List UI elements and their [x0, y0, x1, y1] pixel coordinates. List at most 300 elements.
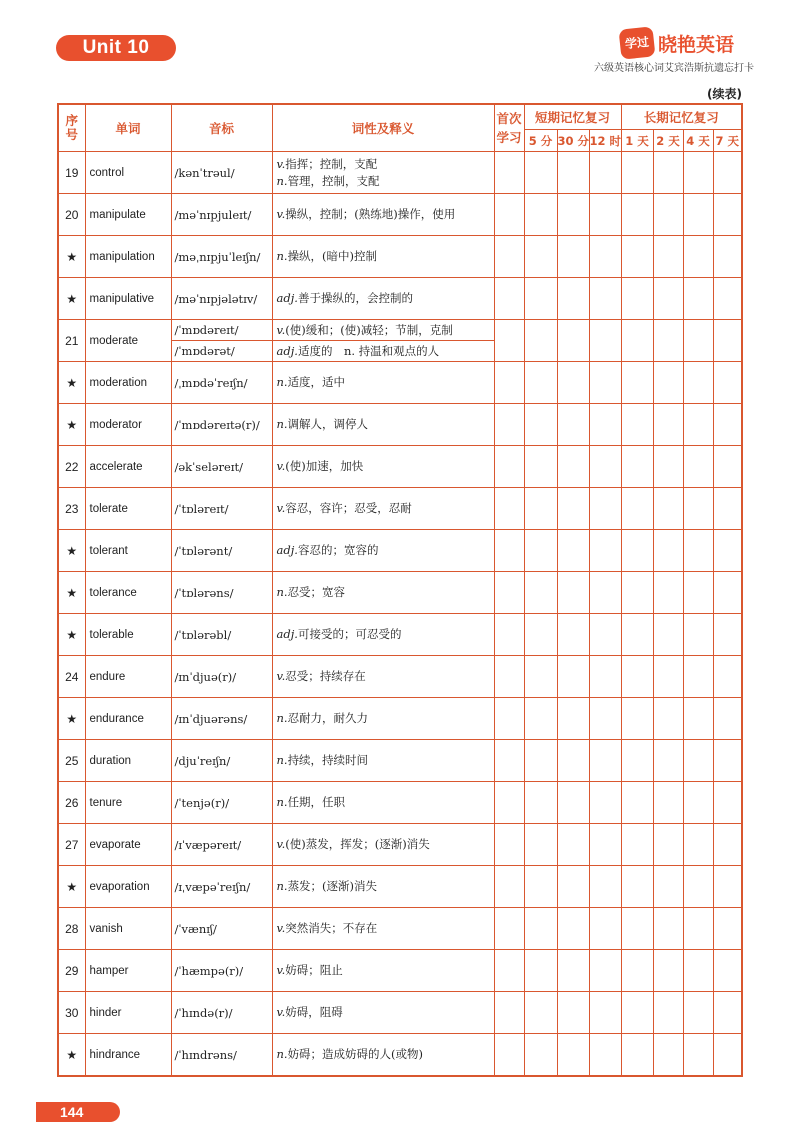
review-checkbox-cell[interactable]: [494, 194, 524, 236]
review-checkbox-cell[interactable]: [621, 740, 653, 782]
row-phonetic: /məˌnɪpjuˈleɪʃn/: [171, 236, 272, 278]
review-checkbox-cell[interactable]: [524, 320, 557, 362]
review-checkbox-cell[interactable]: [557, 446, 589, 488]
review-checkbox-cell[interactable]: [589, 236, 621, 278]
review-checkbox-cell[interactable]: [494, 992, 524, 1034]
review-checkbox-cell[interactable]: [494, 908, 524, 950]
definition-line: [277, 752, 494, 769]
brand-block: [524, 22, 754, 72]
review-checkbox-cell[interactable]: [589, 278, 621, 320]
review-checkbox-cell[interactable]: [713, 446, 742, 488]
review-checkbox-cell[interactable]: [494, 740, 524, 782]
review-checkbox-cell[interactable]: [589, 950, 621, 992]
review-checkbox-cell[interactable]: [494, 656, 524, 698]
row-word: tolerance: [85, 572, 171, 614]
definition-line: [277, 290, 494, 307]
definition-line: [277, 794, 494, 811]
sub-header-interval: 7 天: [713, 130, 742, 152]
definition-line: [277, 416, 494, 433]
review-checkbox-cell[interactable]: [683, 950, 713, 992]
review-checkbox-cell[interactable]: [621, 698, 653, 740]
review-checkbox-cell[interactable]: [524, 530, 557, 572]
row-number: ★: [58, 698, 85, 740]
unit-badge: Unit 10: [56, 35, 176, 61]
review-checkbox-cell[interactable]: [524, 278, 557, 320]
definition-meaning: 适度，适中: [287, 375, 346, 389]
review-checkbox-cell[interactable]: [557, 404, 589, 446]
row-phonetic: /ˈvænɪʃ/: [171, 908, 272, 950]
review-checkbox-cell[interactable]: [589, 404, 621, 446]
table-row: [58, 740, 742, 782]
review-checkbox-cell[interactable]: [557, 782, 589, 824]
row-definition: [272, 530, 494, 572]
review-checkbox-cell[interactable]: [589, 992, 621, 1034]
definition-meaning: 任期，任职: [287, 795, 346, 809]
row-phonetic: /ˈtɒlərəns/: [171, 572, 272, 614]
definition-line: [277, 1004, 494, 1021]
review-checkbox-cell[interactable]: [683, 236, 713, 278]
review-checkbox-cell[interactable]: [524, 740, 557, 782]
definition-line: [277, 374, 494, 391]
row-definition: [272, 782, 494, 824]
review-checkbox-cell[interactable]: [683, 656, 713, 698]
definition-pos: adj.: [276, 343, 298, 358]
review-checkbox-cell[interactable]: [494, 236, 524, 278]
definition-line: [277, 920, 494, 937]
review-checkbox-cell[interactable]: [589, 446, 621, 488]
review-checkbox-cell[interactable]: [653, 950, 683, 992]
row-definition: [272, 194, 494, 236]
row-number: ★: [58, 404, 85, 446]
definition-line: [277, 962, 494, 979]
definition-pos: v.: [276, 921, 286, 935]
review-checkbox-cell[interactable]: [589, 1034, 621, 1077]
review-checkbox-cell[interactable]: [589, 824, 621, 866]
definition-meaning: 操纵，(暗中)控制: [287, 249, 378, 263]
review-checkbox-cell[interactable]: [683, 824, 713, 866]
row-definition: [272, 992, 494, 1034]
review-checkbox-cell[interactable]: [524, 950, 557, 992]
review-checkbox-cell[interactable]: [494, 278, 524, 320]
review-checkbox-cell[interactable]: [524, 572, 557, 614]
review-checkbox-cell[interactable]: [524, 866, 557, 908]
review-checkbox-cell[interactable]: [683, 362, 713, 404]
review-checkbox-cell[interactable]: [621, 656, 653, 698]
review-checkbox-cell[interactable]: [494, 152, 524, 194]
review-checkbox-cell[interactable]: [713, 740, 742, 782]
review-checkbox-cell[interactable]: [557, 992, 589, 1034]
review-checkbox-cell[interactable]: [653, 656, 683, 698]
review-checkbox-cell[interactable]: [683, 278, 713, 320]
review-checkbox-cell[interactable]: [683, 404, 713, 446]
definition-line: [277, 248, 494, 265]
review-checkbox-cell[interactable]: [494, 950, 524, 992]
table-row: [58, 446, 742, 488]
definition-line: [277, 156, 494, 173]
row-phonetic: /ˈtɒlərəbl/: [171, 614, 272, 656]
sub-header-interval: 5 分: [524, 130, 557, 152]
row-definition: [272, 656, 494, 698]
row-number: ★: [58, 362, 85, 404]
review-checkbox-cell[interactable]: [713, 236, 742, 278]
review-checkbox-cell[interactable]: [557, 530, 589, 572]
review-checkbox-cell[interactable]: [557, 614, 589, 656]
review-checkbox-cell[interactable]: [494, 614, 524, 656]
table-row: [58, 614, 742, 656]
row-definition: [272, 572, 494, 614]
review-checkbox-cell[interactable]: [713, 152, 742, 194]
review-checkbox-cell[interactable]: [713, 1034, 742, 1077]
review-checkbox-cell[interactable]: [621, 194, 653, 236]
review-checkbox-cell[interactable]: [589, 362, 621, 404]
review-checkbox-cell[interactable]: [589, 152, 621, 194]
review-checkbox-cell[interactable]: [557, 866, 589, 908]
definition-pos: v.: [276, 322, 286, 337]
row-word: moderate: [85, 320, 171, 362]
row-definition: [272, 278, 494, 320]
review-checkbox-cell[interactable]: [621, 866, 653, 908]
table-row: [58, 404, 742, 446]
row-definition: [272, 362, 494, 404]
definition-pos: v.: [276, 459, 286, 473]
review-checkbox-cell[interactable]: [713, 908, 742, 950]
review-checkbox-cell[interactable]: [683, 698, 713, 740]
review-checkbox-cell[interactable]: [557, 656, 589, 698]
review-checkbox-cell[interactable]: [524, 152, 557, 194]
review-checkbox-cell[interactable]: [524, 194, 557, 236]
row-word: evaporate: [85, 824, 171, 866]
review-checkbox-cell[interactable]: [683, 152, 713, 194]
table-row: [58, 236, 742, 278]
definition-line: [277, 668, 494, 685]
review-checkbox-cell[interactable]: [683, 446, 713, 488]
review-checkbox-cell[interactable]: [713, 278, 742, 320]
row-number: 19: [58, 152, 85, 194]
review-checkbox-cell[interactable]: [621, 362, 653, 404]
review-checkbox-cell[interactable]: [713, 698, 742, 740]
review-checkbox-cell[interactable]: [683, 320, 713, 362]
review-checkbox-cell[interactable]: [683, 488, 713, 530]
review-checkbox-cell[interactable]: [683, 194, 713, 236]
definition-meaning: 妨碍；阻止: [285, 963, 343, 977]
header-first-study: [494, 104, 524, 152]
review-checkbox-cell[interactable]: [524, 236, 557, 278]
review-checkbox-cell[interactable]: [621, 446, 653, 488]
review-checkbox-cell[interactable]: [557, 698, 589, 740]
row-number: ★: [58, 866, 85, 908]
review-checkbox-cell[interactable]: [621, 992, 653, 1034]
table-row: [58, 488, 742, 530]
row-phonetic: /ˈtɒlərənt/: [171, 530, 272, 572]
review-checkbox-cell[interactable]: [589, 782, 621, 824]
review-checkbox-cell[interactable]: [524, 446, 557, 488]
row-number: 21: [58, 320, 85, 362]
row-phonetic: /ɪnˈdjuərəns/: [171, 698, 272, 740]
definition-meaning: 操纵，控制；(熟练地)操作，使用: [285, 207, 456, 221]
definition-pos: v.: [276, 963, 286, 977]
row-number: 28: [58, 908, 85, 950]
review-checkbox-cell[interactable]: [653, 446, 683, 488]
row-definition: [272, 152, 494, 194]
review-checkbox-cell[interactable]: [713, 950, 742, 992]
row-phonetic: /əkˈseləreɪt/: [171, 446, 272, 488]
row-word: moderation: [85, 362, 171, 404]
definition-meaning: 突然消失；不存在: [285, 921, 378, 935]
review-checkbox-cell[interactable]: [557, 362, 589, 404]
header-phonetic: 音标: [171, 104, 272, 152]
review-checkbox-cell[interactable]: [653, 698, 683, 740]
review-checkbox-cell[interactable]: [494, 1034, 524, 1077]
review-checkbox-cell[interactable]: [524, 824, 557, 866]
review-checkbox-cell[interactable]: [494, 572, 524, 614]
row-word: accelerate: [85, 446, 171, 488]
review-checkbox-cell[interactable]: [621, 782, 653, 824]
review-checkbox-cell[interactable]: [524, 404, 557, 446]
row-word: manipulative: [85, 278, 171, 320]
review-checkbox-cell[interactable]: [653, 404, 683, 446]
review-checkbox-cell[interactable]: [524, 992, 557, 1034]
review-checkbox-cell[interactable]: [589, 866, 621, 908]
row-number: ★: [58, 614, 85, 656]
review-checkbox-cell[interactable]: [524, 614, 557, 656]
definition-line: [277, 1046, 494, 1063]
definition-line: [277, 173, 494, 190]
row-number: ★: [58, 236, 85, 278]
row-definition: [272, 1034, 494, 1077]
definition-pos: v.: [276, 207, 286, 221]
review-checkbox-cell[interactable]: [621, 530, 653, 572]
review-checkbox-cell[interactable]: [683, 1034, 713, 1077]
review-checkbox-cell[interactable]: [557, 152, 589, 194]
row-word: manipulation: [85, 236, 171, 278]
review-checkbox-cell[interactable]: [494, 530, 524, 572]
definition-pos: n.: [276, 753, 288, 767]
review-checkbox-cell[interactable]: [621, 320, 653, 362]
review-checkbox-cell[interactable]: [713, 572, 742, 614]
review-checkbox-cell[interactable]: [621, 950, 653, 992]
review-checkbox-cell[interactable]: [494, 488, 524, 530]
row-number: 23: [58, 488, 85, 530]
row-phonetic: /ɪˌvæpəˈreɪʃn/: [171, 866, 272, 908]
review-checkbox-cell[interactable]: [621, 404, 653, 446]
review-checkbox-cell[interactable]: [683, 530, 713, 572]
definition-meaning: 蒸发；(逐渐)消失: [287, 879, 378, 893]
review-checkbox-cell[interactable]: [653, 488, 683, 530]
review-checkbox-cell[interactable]: [494, 698, 524, 740]
review-checkbox-cell[interactable]: [713, 530, 742, 572]
review-checkbox-cell[interactable]: [589, 614, 621, 656]
review-checkbox-cell[interactable]: [653, 572, 683, 614]
review-checkbox-cell[interactable]: [494, 782, 524, 824]
row-phonetic: /ˈtɒləreɪt/: [171, 488, 272, 530]
definition-meaning: (使)蒸发，挥发；(逐渐)消失: [285, 837, 430, 851]
review-checkbox-cell[interactable]: [589, 320, 621, 362]
review-checkbox-cell[interactable]: [621, 278, 653, 320]
review-checkbox-cell[interactable]: [653, 992, 683, 1034]
review-checkbox-cell[interactable]: [524, 362, 557, 404]
review-checkbox-cell[interactable]: [653, 824, 683, 866]
review-checkbox-cell[interactable]: [683, 908, 713, 950]
row-phonetic: /ɪˈvæpəreɪt/: [171, 824, 272, 866]
review-checkbox-cell[interactable]: [494, 362, 524, 404]
row-definition: [272, 404, 494, 446]
review-checkbox-cell[interactable]: [713, 362, 742, 404]
definition-pos: adj.: [276, 627, 298, 641]
brand-subtitle: 六级英语核心词艾宾浩斯抗遗忘打卡: [594, 63, 754, 74]
row-definition: [272, 698, 494, 740]
review-checkbox-cell[interactable]: [683, 866, 713, 908]
review-checkbox-cell[interactable]: [494, 446, 524, 488]
review-checkbox-cell[interactable]: [557, 278, 589, 320]
review-checkbox-cell[interactable]: [713, 824, 742, 866]
review-checkbox-cell[interactable]: [653, 782, 683, 824]
table-row: [58, 320, 742, 341]
review-checkbox-cell[interactable]: [557, 1034, 589, 1077]
table-row: [58, 698, 742, 740]
review-checkbox-cell[interactable]: [589, 698, 621, 740]
review-checkbox-cell[interactable]: [589, 488, 621, 530]
review-checkbox-cell[interactable]: [494, 866, 524, 908]
row-word: tolerant: [85, 530, 171, 572]
definition-meaning: 管理，控制，支配: [287, 173, 380, 188]
row-word: hindrance: [85, 1034, 171, 1077]
review-checkbox-cell[interactable]: [589, 656, 621, 698]
review-checkbox-cell[interactable]: [524, 656, 557, 698]
review-checkbox-cell[interactable]: [621, 236, 653, 278]
review-checkbox-cell[interactable]: [683, 614, 713, 656]
review-checkbox-cell[interactable]: [557, 908, 589, 950]
page-number: 144: [36, 1102, 120, 1122]
definition-pos: n.: [276, 375, 288, 389]
review-checkbox-cell[interactable]: [557, 824, 589, 866]
definition-line: [277, 626, 494, 643]
brand-name: 晓艳英语: [658, 34, 735, 56]
review-checkbox-cell[interactable]: [621, 614, 653, 656]
table-row: [58, 278, 742, 320]
review-checkbox-cell[interactable]: [653, 614, 683, 656]
row-number: 27: [58, 824, 85, 866]
review-checkbox-cell[interactable]: [524, 782, 557, 824]
row-phonetic: /ˈmɒdəreɪtə(r)/: [171, 404, 272, 446]
review-checkbox-cell[interactable]: [653, 908, 683, 950]
row-word: manipulate: [85, 194, 171, 236]
definition-meaning: (使)缓和；(使)减轻；节制，克制: [285, 322, 453, 337]
review-checkbox-cell[interactable]: [653, 362, 683, 404]
review-checkbox-cell[interactable]: [653, 194, 683, 236]
review-checkbox-cell[interactable]: [589, 530, 621, 572]
review-checkbox-cell[interactable]: [713, 488, 742, 530]
row-number: 20: [58, 194, 85, 236]
definition-pos: n.: [276, 711, 288, 725]
review-checkbox-cell[interactable]: [713, 992, 742, 1034]
review-checkbox-cell[interactable]: [713, 404, 742, 446]
review-checkbox-cell[interactable]: [524, 488, 557, 530]
review-checkbox-cell[interactable]: [621, 1034, 653, 1077]
review-checkbox-cell[interactable]: [713, 782, 742, 824]
row-word: tolerate: [85, 488, 171, 530]
definition-meaning: 妨碍；造成妨碍的人(或物): [287, 1047, 424, 1061]
review-checkbox-cell[interactable]: [557, 236, 589, 278]
row-word: tenure: [85, 782, 171, 824]
review-checkbox-cell[interactable]: [621, 572, 653, 614]
review-checkbox-cell[interactable]: [621, 152, 653, 194]
review-checkbox-cell[interactable]: [524, 698, 557, 740]
review-checkbox-cell[interactable]: [653, 278, 683, 320]
review-checkbox-cell[interactable]: [713, 614, 742, 656]
review-checkbox-cell[interactable]: [589, 908, 621, 950]
row-number: 24: [58, 656, 85, 698]
review-checkbox-cell[interactable]: [494, 824, 524, 866]
review-checkbox-cell[interactable]: [653, 320, 683, 362]
review-checkbox-cell[interactable]: [653, 1034, 683, 1077]
review-checkbox-cell[interactable]: [713, 656, 742, 698]
row-phonetic: /kənˈtrəul/: [171, 152, 272, 194]
review-checkbox-cell[interactable]: [713, 320, 742, 362]
review-checkbox-cell[interactable]: [683, 740, 713, 782]
review-checkbox-cell[interactable]: [557, 950, 589, 992]
review-checkbox-cell[interactable]: [621, 908, 653, 950]
review-checkbox-cell[interactable]: [683, 782, 713, 824]
review-checkbox-cell[interactable]: [713, 194, 742, 236]
table-row: [58, 152, 742, 194]
review-checkbox-cell[interactable]: [557, 488, 589, 530]
definition-pos: n.: [276, 585, 288, 599]
review-checkbox-cell[interactable]: [653, 866, 683, 908]
review-checkbox-cell[interactable]: [494, 320, 524, 362]
definition-line: [277, 206, 494, 223]
row-definition: [272, 341, 494, 362]
review-checkbox-cell[interactable]: [557, 740, 589, 782]
review-checkbox-cell[interactable]: [589, 740, 621, 782]
row-number: 22: [58, 446, 85, 488]
definition-meaning: 持续，持续时间: [287, 753, 369, 767]
row-definition: [272, 320, 494, 341]
row-word: moderator: [85, 404, 171, 446]
definition-meaning: 容忍，容许；忍受，忍耐: [285, 501, 412, 515]
review-checkbox-cell[interactable]: [653, 530, 683, 572]
review-checkbox-cell[interactable]: [713, 866, 742, 908]
review-checkbox-cell[interactable]: [589, 194, 621, 236]
definition-meaning: 妨碍，阻碍: [285, 1005, 343, 1019]
definition-pos: n.: [276, 879, 288, 893]
review-checkbox-cell[interactable]: [683, 992, 713, 1034]
table-row: [58, 782, 742, 824]
review-checkbox-cell[interactable]: [524, 908, 557, 950]
row-definition: [272, 824, 494, 866]
review-checkbox-cell[interactable]: [557, 320, 589, 362]
review-checkbox-cell[interactable]: [653, 152, 683, 194]
review-checkbox-cell[interactable]: [557, 572, 589, 614]
definition-line: [277, 584, 494, 601]
review-checkbox-cell[interactable]: [524, 1034, 557, 1077]
row-word: endurance: [85, 698, 171, 740]
definition-line: [277, 500, 494, 517]
row-phonetic: /ˈtenjə(r)/: [171, 782, 272, 824]
review-checkbox-cell[interactable]: [557, 194, 589, 236]
review-checkbox-cell[interactable]: [653, 236, 683, 278]
review-checkbox-cell[interactable]: [621, 824, 653, 866]
review-checkbox-cell[interactable]: [653, 740, 683, 782]
review-checkbox-cell[interactable]: [621, 488, 653, 530]
row-definition: [272, 740, 494, 782]
definition-meaning: 适度的 n. 持温和观点的人: [297, 343, 440, 358]
review-checkbox-cell[interactable]: [589, 572, 621, 614]
definition-meaning: 忍受；宽容: [287, 585, 346, 599]
review-checkbox-cell[interactable]: [683, 572, 713, 614]
row-phonetic: /məˈnɪpjələtɪv/: [171, 278, 272, 320]
review-checkbox-cell[interactable]: [494, 404, 524, 446]
row-phonetic: /ˈhæmpə(r)/: [171, 950, 272, 992]
